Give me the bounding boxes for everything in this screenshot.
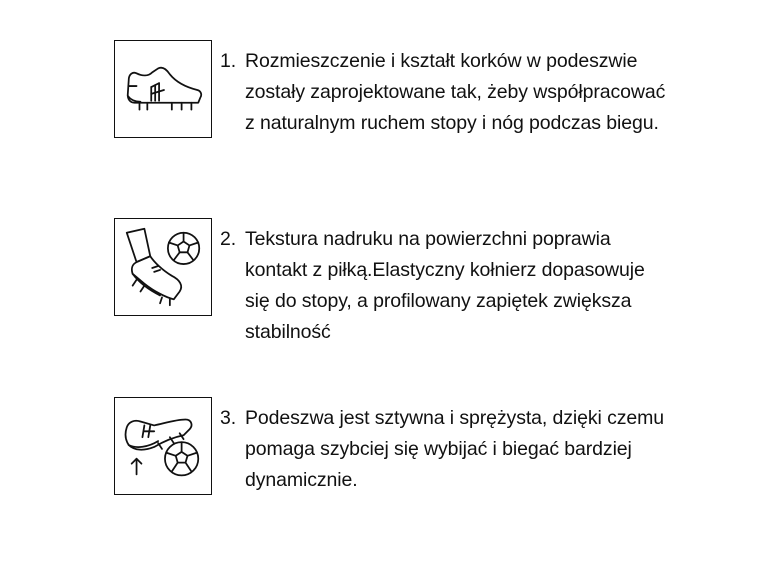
- shoe-lift-ball-icon: [114, 397, 212, 495]
- feature-number: 3.: [220, 407, 237, 429]
- feature-description: Rozmieszczenie i kształt korków w podeszwie zostały zaprojektowane tak, żeby współpracować z naturalnym ruchem stopy i nóg podczas biegu.: [245, 50, 666, 134]
- feature-number: 1.: [220, 50, 237, 72]
- feature-number: 2.: [220, 228, 237, 250]
- cleat-shoe-icon: [114, 40, 212, 138]
- feature-description: Tekstura nadruku na powierzchni poprawia kontakt z piłką.Elastyczny kołnierz dopasowuje się do stopy, a profilowany zapiętek zwiększa stabilność: [245, 228, 645, 343]
- leg-kicking-ball-icon: [114, 218, 212, 316]
- feature-description: Podeszwa jest sztywna i sprężysta, dzięki czemu pomaga szybciej się wybijać i biegać bardziej dynamicznie.: [245, 407, 665, 491]
